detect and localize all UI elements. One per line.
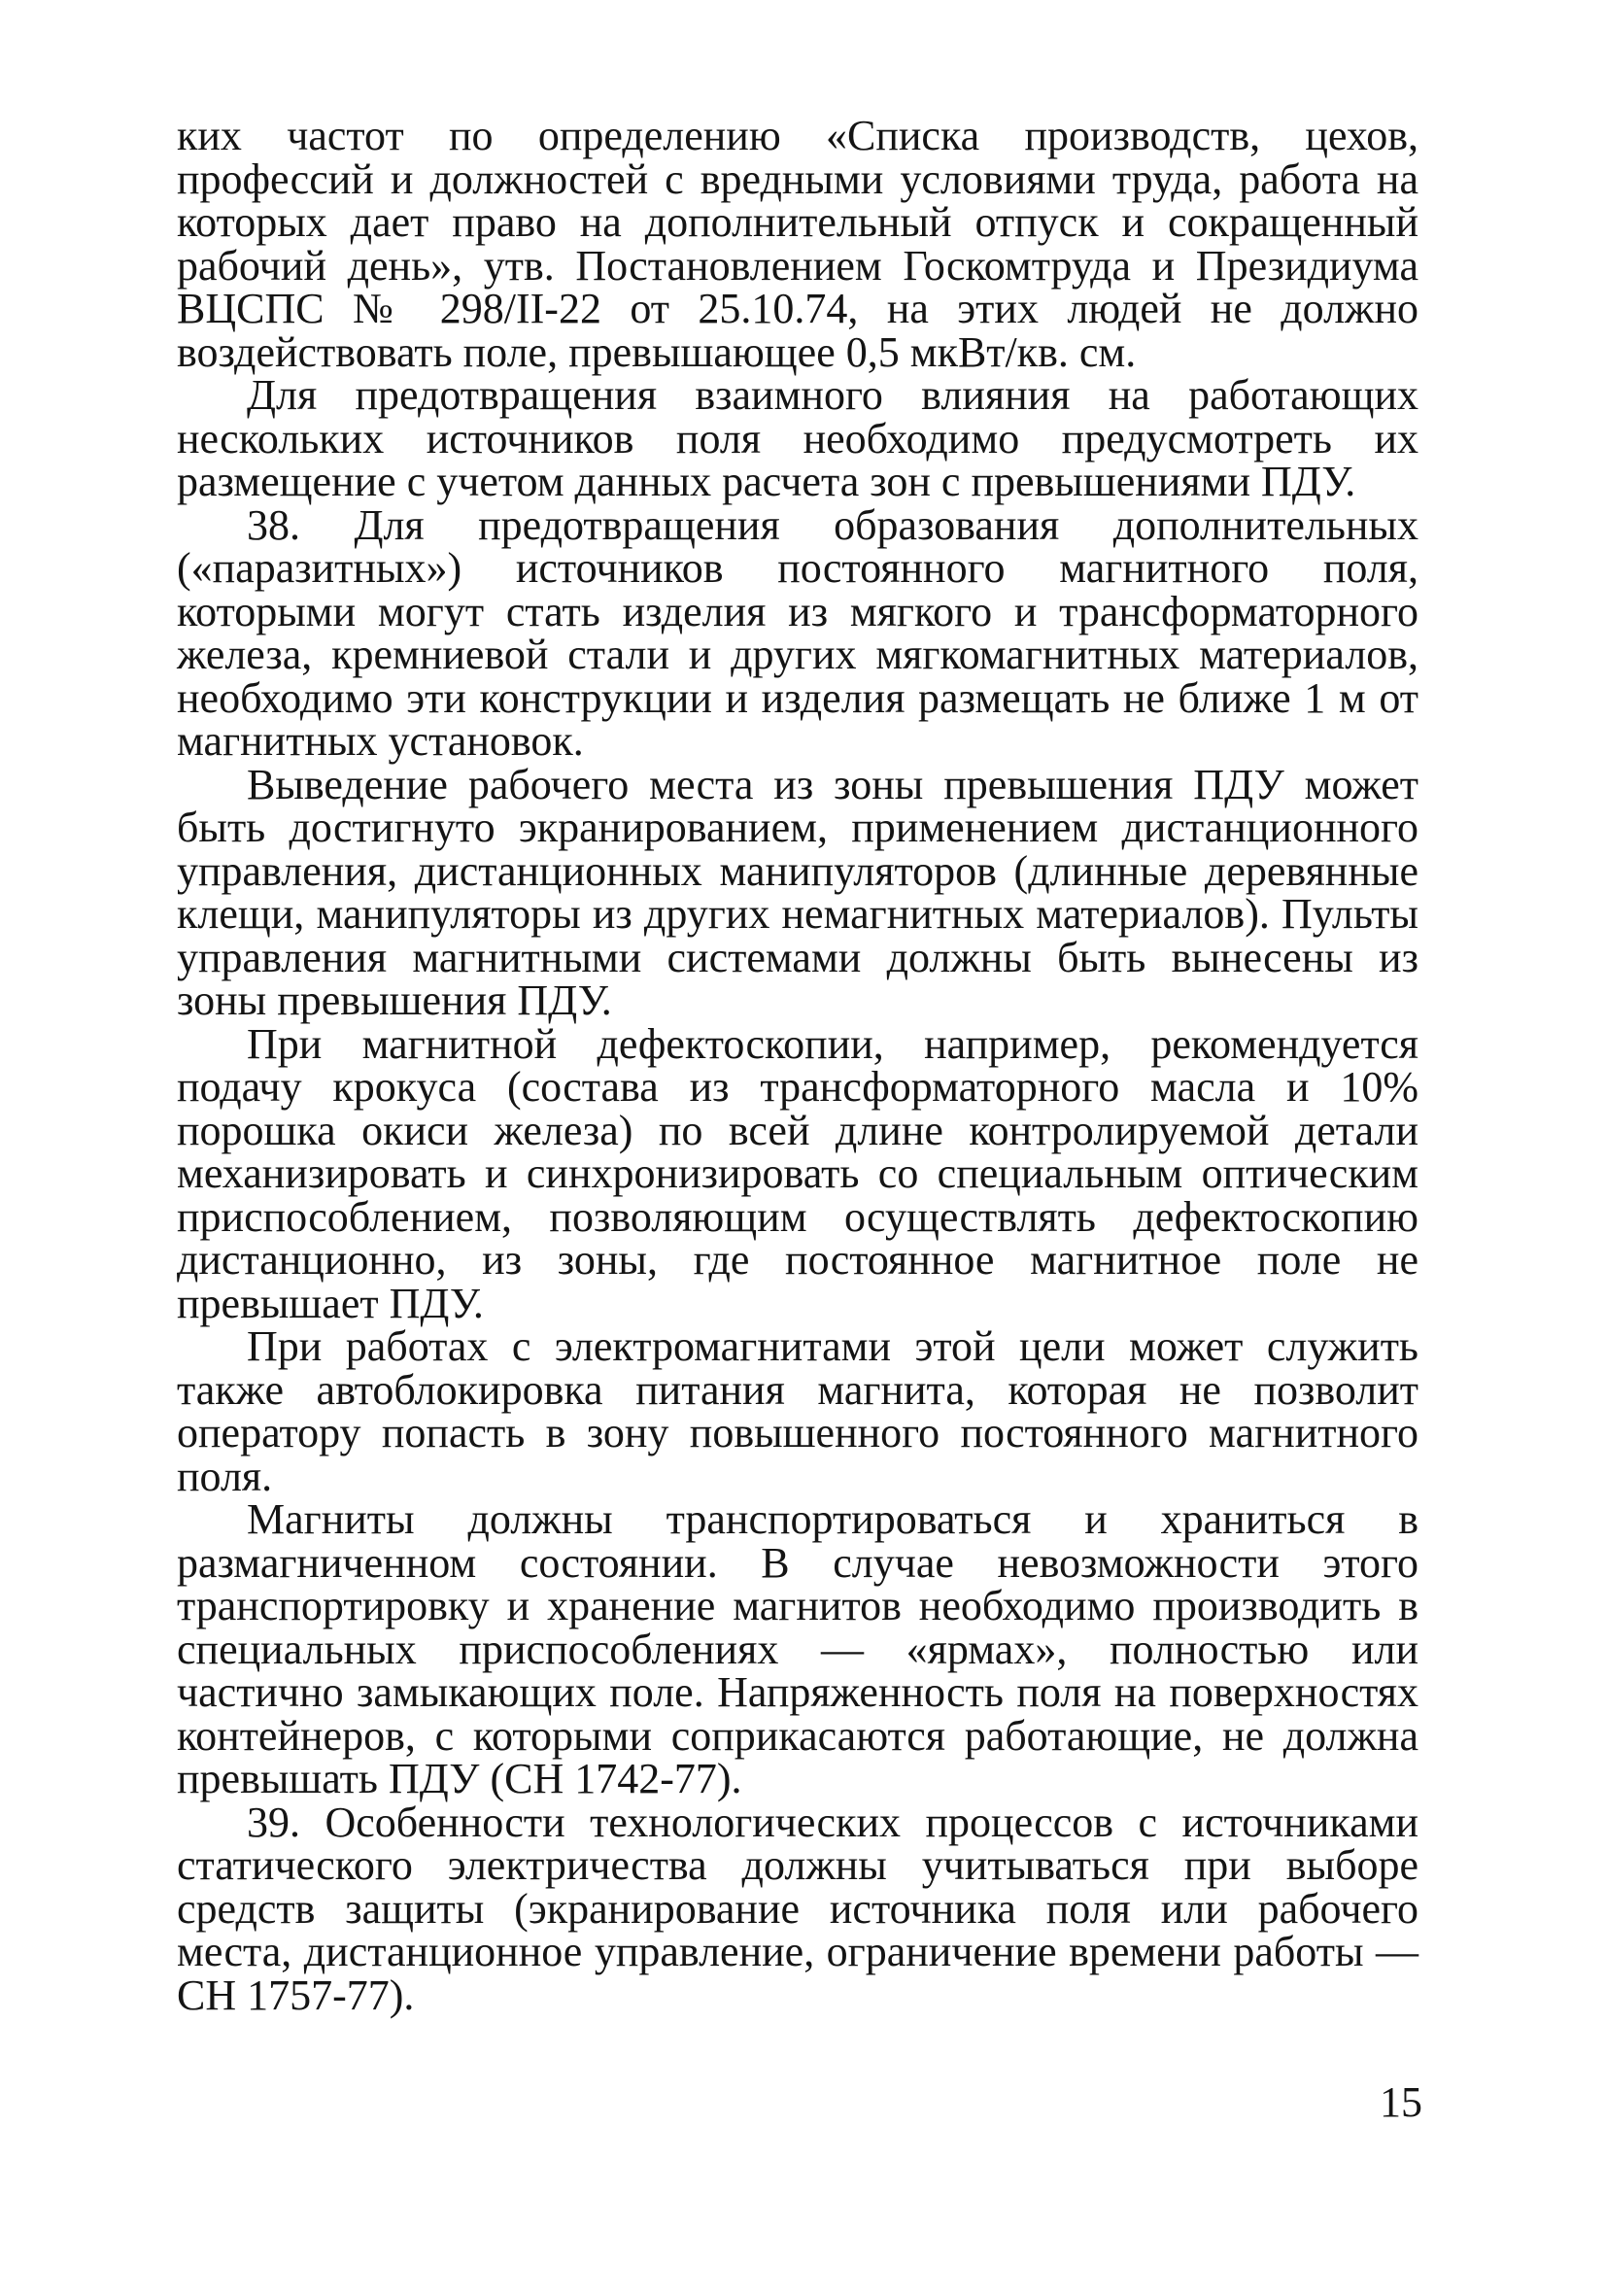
paragraph-workplace-removal: Выведение рабочего места из зоны превышения ПДУ может быть достигнуто экранированием, применением дистанционного управления, дистанционных манипуляторов (длинные деревянные клещи, манипуляторы из других немагнитных материалов). Пульты управления магнитными системами должны быть вынесены из зоны превышения ПДУ.	[177, 760, 1418, 1024]
paragraph-item-39: 39. Особенности технологических процессов с источниками статического электричества должны учитываться при выборе средств защиты (экранирование источника поля или рабочего места, дистанционное управление, ограничение времени работы — СН 1757-77).	[177, 1798, 1418, 2019]
paragraph-item-38: 38. Для предотвращения образования дополнительных («паразитных») источников постоянного магнитного поля, которыми могут стать изделия из мягкого и трансформаторного железа, кремниевой стали и других мягкомагнитных материалов, необходимо эти конструкции и изделия размещать не ближе 1 м от магнитных установок.	[177, 500, 1418, 765]
paragraph-magnetic-defectoscopy: При магнитной дефектоскопии, например, рекомендуется подачу крокуса (состава из трансформаторного масла и 10% порошка окиси железа) по всей длине контролируемой детали механизировать и синхронизировать со специальным оптическим приспособлением, позволяющим осуществлять дефектоскопию дистанционно, из зоны, где постоянное магнитное поле не превышает ПДУ.	[177, 1019, 1418, 1327]
page-body	[177, 112, 1418, 2019]
paragraph-electromagnets: При работах с электромагнитами этой цели может служить также автоблокировка питания магнита, которая не позволит оператору попасть в зону повышенного постоянного магнитного поля.	[177, 1322, 1418, 1500]
paragraph-magnet-transport: Магниты должны транспортироваться и храниться в размагниченном состоянии. В случае невозможности этого транспортировку и хранение магнитов необходимо производить в специальных приспособлениях — «ярмах», полностью или частично замыкающих поле. Напряженность поля на поверхностях контейнеров, с которыми соприкасаются работающие, не должна превышать ПДУ (СН 1742-77).	[177, 1495, 1418, 1802]
paragraph-continuation: ких частот по определению «Списка производств, цехов, профессий и должностей с вредными условиями труда, работа на которых дает право на дополнительный отпуск и сокращенный рабочий день», утв. Постановлением Госкомтруда и Президиума ВЦСПС № 298/II-22 от 25.10.74, на этих людей не должно воздействовать поле, превышающее 0,5 мкВт/кв. см.	[177, 112, 1418, 376]
paragraph-mutual-influence: Для предотвращения взаимного влияния на работающих нескольких источников поля необходимо предусмотреть их размещение с учетом данных расчета зон с превышениями ПДУ.	[177, 371, 1418, 505]
page-number: 15	[1380, 2078, 1422, 2126]
